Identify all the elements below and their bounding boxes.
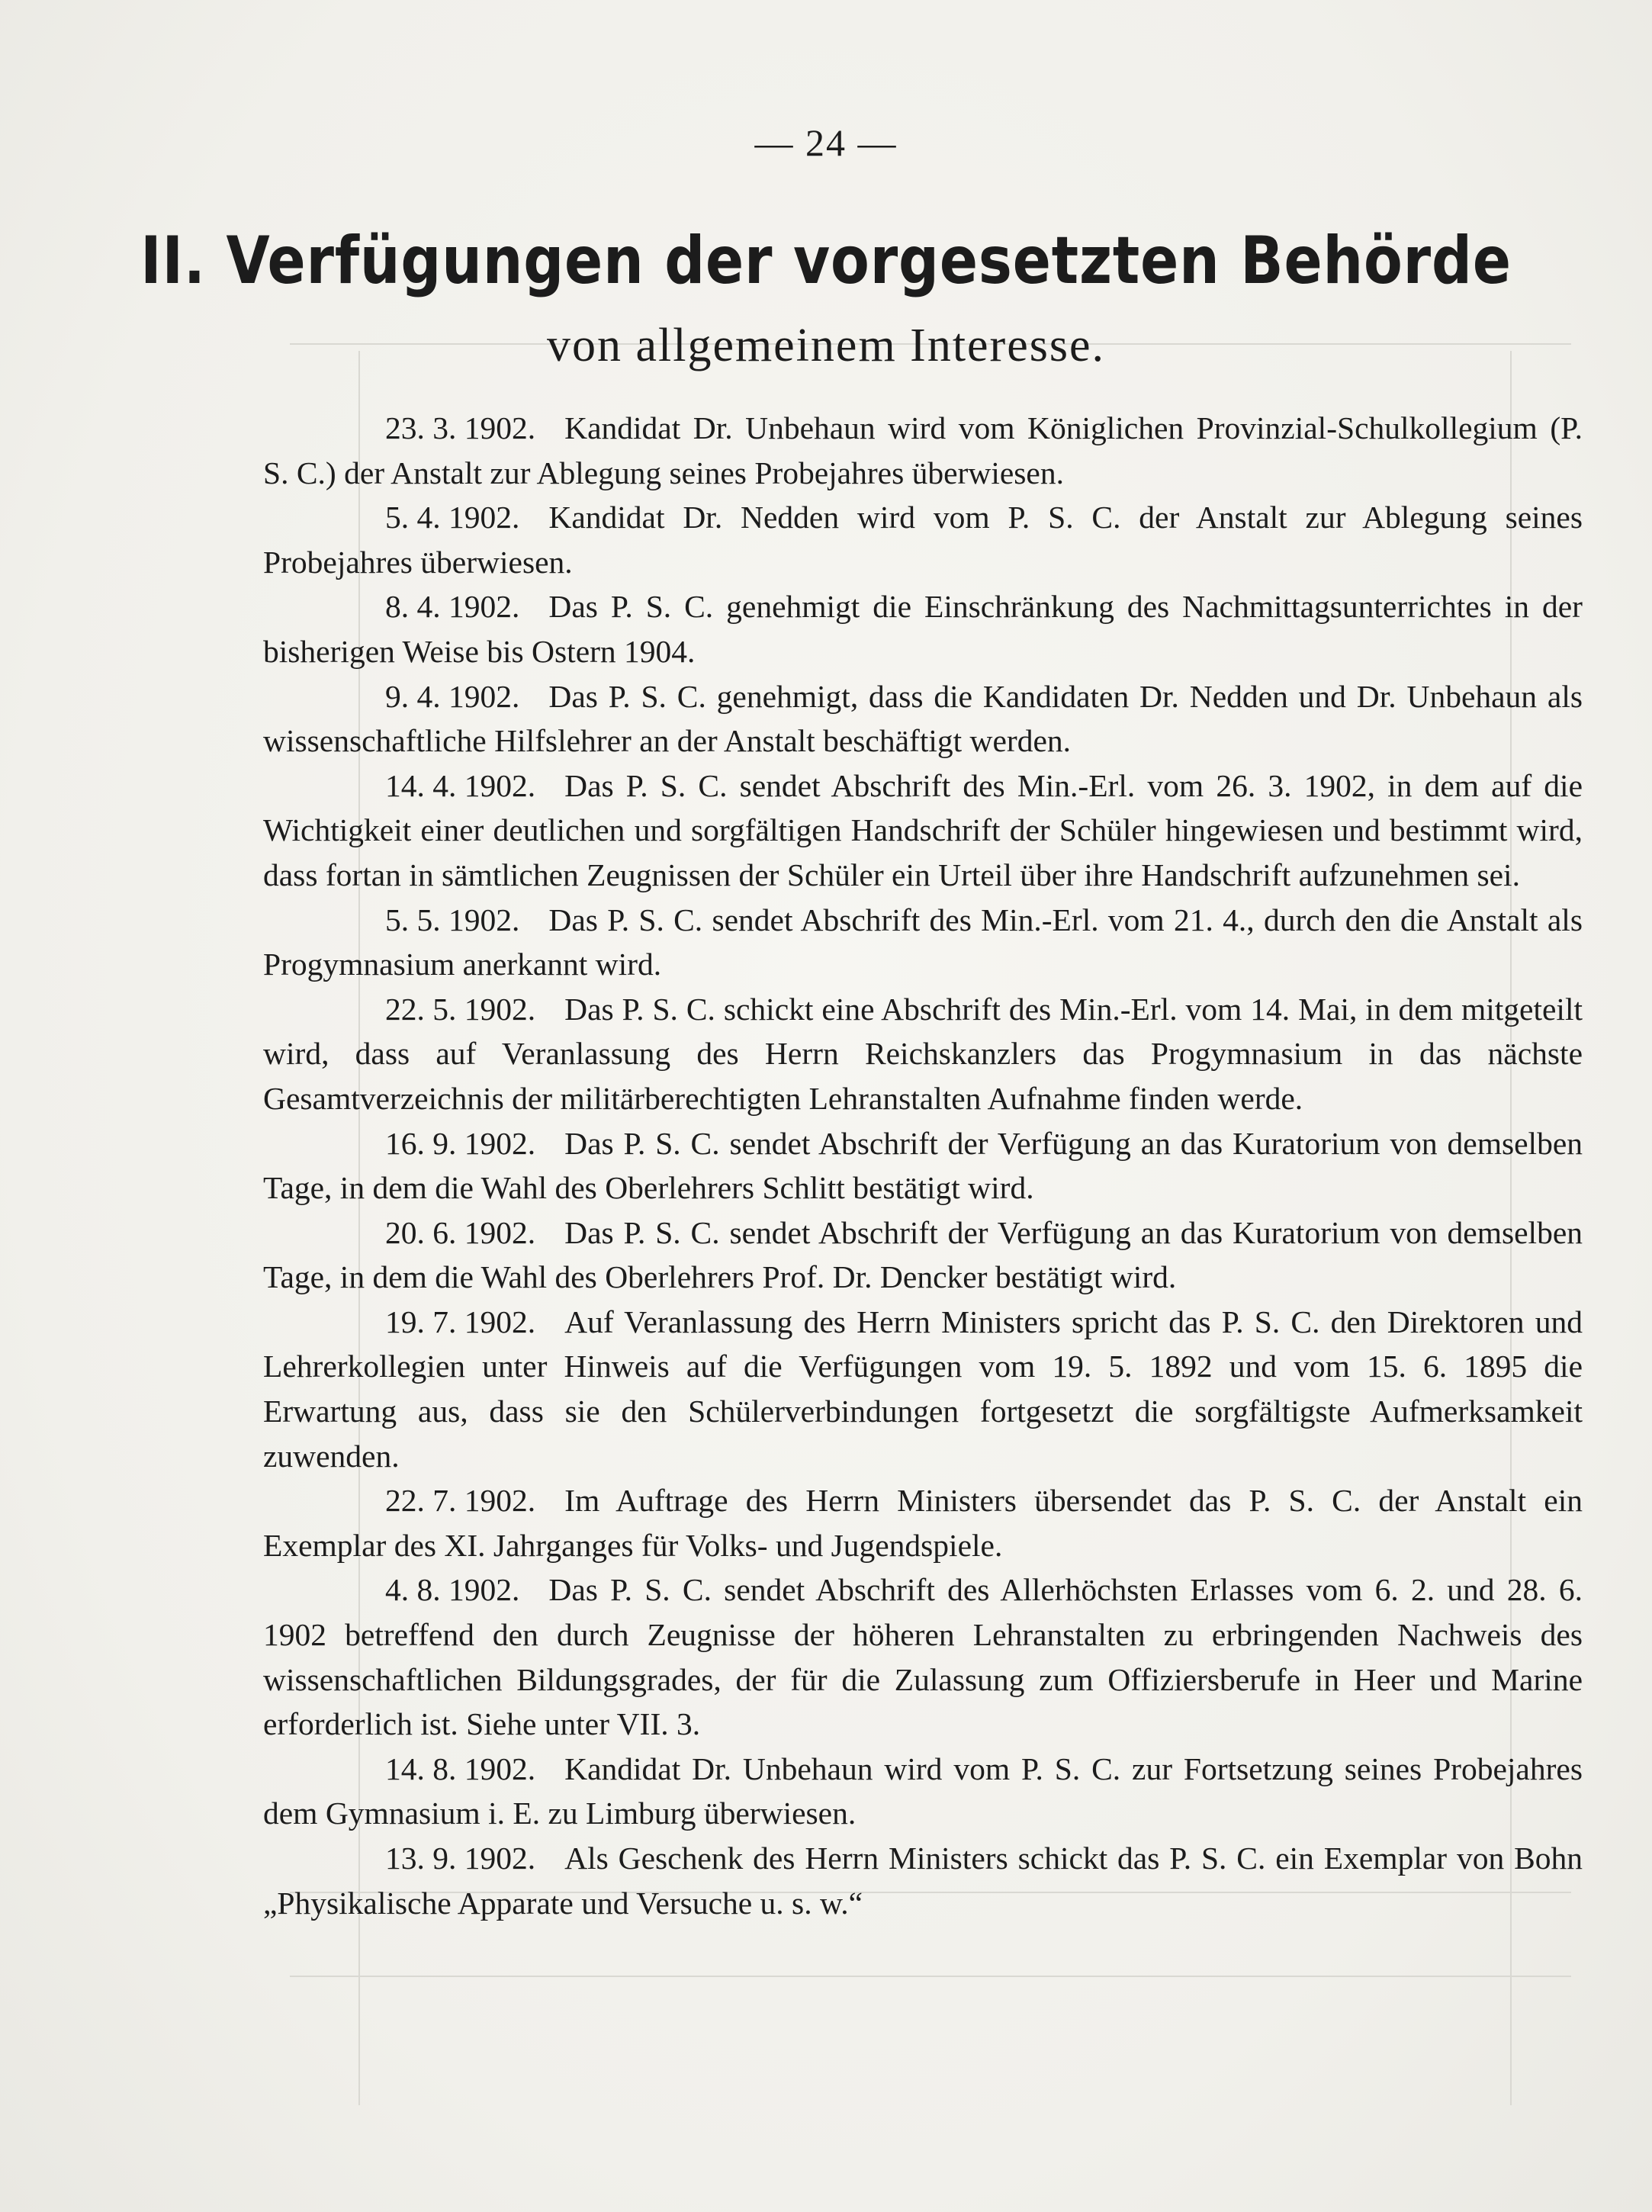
entry-date: 13. 9. 1902. [385,1841,536,1876]
entry-text: Das P. S. C. genehmigt, dass die Kandidaten Dr. Nedden und Dr. Unbehaun als wissenschaftliche Hilfslehrer an der Anstalt beschäftigt werden. [263,678,1583,759]
entry-text: Das P. S. C. genehmigt die Einschränkung des Nachmittagsunterrichtes in der bisherigen Weise bis Ostern 1904. [263,589,1583,669]
decree-entry [263,1836,1583,1925]
decree-entry [263,1300,1583,1478]
entry-text: Das P. S. C. sendet Abschrift der Verfügung an das Kuratorium von demselben Tage, in dem die Wahl des Oberlehrers Schlitt bestätigt wird. [263,1125,1583,1206]
decree-entry [263,406,1583,495]
entry-date: 14. 8. 1902. [385,1751,536,1786]
entry-text: Das P. S. C. sendet Abschrift des Min.-Erl. vom 21. 4., durch den die Anstalt als Progymnasium anerkannt wird. [263,902,1583,982]
decree-entry [263,1478,1583,1567]
entry-date: 5. 5. 1902. [385,902,520,937]
entry-date: 20. 6. 1902. [385,1214,536,1250]
entry-text: Das P. S. C. sendet Abschrift der Verfügung an das Kuratorium von demselben Tage, in dem die Wahl des Oberlehrers Prof. Dr. Dencker bestätigt wird. [263,1214,1583,1295]
decree-entry [263,1747,1583,1836]
decree-entry [263,495,1583,584]
entry-text: Auf Veranlassung des Herrn Ministers spricht das P. S. C. den Direktoren und Lehrerkollegien unter Hinweis auf die Verfügungen vom 19. 5. 1892 und vom 15. 6. 1895 die Erwartung aus, dass sie den Schülerverbindungen fortgesetzt die sorgfältigste Aufmerksamkeit zuwenden. [263,1304,1583,1474]
entry-date: 22. 5. 1902. [385,991,536,1027]
entry-text: Das P. S. C. schickt eine Abschrift des Min.-Erl. vom 14. Mai, in dem mitgeteilt wird, dass auf Veranlassung des Herrn Reichskanzlers das Progymnasium in das nächste Gesamtverzeichnis der militärberechtigten Lehranstalten Aufnahme finden werde. [263,991,1583,1116]
decree-entry [263,1210,1583,1300]
entry-date: 22. 7. 1902. [385,1483,536,1519]
entry-date: 14. 4. 1902. [385,767,536,803]
entry-date: 5. 4. 1902. [385,500,520,535]
entry-text: Im Auftrage des Herrn Ministers übersendet das P. S. C. der Anstalt ein Exemplar des XI. Jahrganges für Volks- und Jugendspiele. [263,1483,1583,1563]
entry-date: 23. 3. 1902. [385,410,536,445]
decree-entry [263,674,1583,764]
decree-entry [263,987,1583,1121]
section-heading: II. Verfügungen der vorgesetzten Behörde [140,223,1512,299]
entry-date: 9. 4. 1902. [385,678,520,714]
entry-date: 8. 4. 1902. [385,589,520,625]
entry-text: Das P. S. C. sendet Abschrift des Allerhöchsten Erlasses vom 6. 2. und 28. 6. 1902 betreffend den durch Zeugnisse der höheren Lehranstalten zu erbringenden Nachweis des wissenschaftlichen Bildungsgrades, der für die Zulassung zum Offiziersberufe in Heer und Marine erforderlich ist. Siehe unter VII. 3. [263,1572,1583,1742]
entry-text: Kandidat Dr. Unbehaun wird vom P. S. C. zur Fortsetzung seines Probejahres dem Gymnasium i. E. zu Limburg überwiesen. [263,1751,1583,1831]
entry-text: Das P. S. C. sendet Abschrift des Min.-Erl. vom 26. 3. 1902, in dem auf die Wichtigkeit einer deutlichen und sorgfältigen Handschrift der Schüler hingewiesen und bestimmt wird, dass fortan in sämtlichen Zeugnissen der Schüler ein Urteil über ihre Handschrift aufzunehmen sei. [263,767,1583,892]
section-subheading: von allgemeinem Interesse. [546,320,1106,371]
entry-date: 19. 7. 1902. [385,1304,536,1339]
page-number: — 24 — [754,121,898,164]
entry-date: 16. 9. 1902. [385,1125,536,1161]
entry-text: Kandidat Dr. Unbehaun wird vom Königlichen Provinzial-Schulkollegium (P. S. C.) der Anstalt zur Ablegung seines Probejahres überwiesen. [263,410,1583,490]
decree-entry [263,1121,1583,1210]
decree-entry [263,1567,1583,1746]
entry-text: Kandidat Dr. Nedden wird vom P. S. C. der Anstalt zur Ablegung seines Probejahres überwiesen. [263,500,1583,580]
bleed-rule [290,1976,1571,1977]
entry-date: 4. 8. 1902. [385,1572,520,1608]
decree-entry [263,584,1583,674]
decree-entry [263,898,1583,987]
decree-entry [263,764,1583,898]
entry-text: Als Geschenk des Herrn Ministers schickt das P. S. C. ein Exemplar von Bohn „Physikalische Apparate und Versuche u. s. w.“ [263,1841,1583,1921]
decree-list [263,406,1583,1925]
